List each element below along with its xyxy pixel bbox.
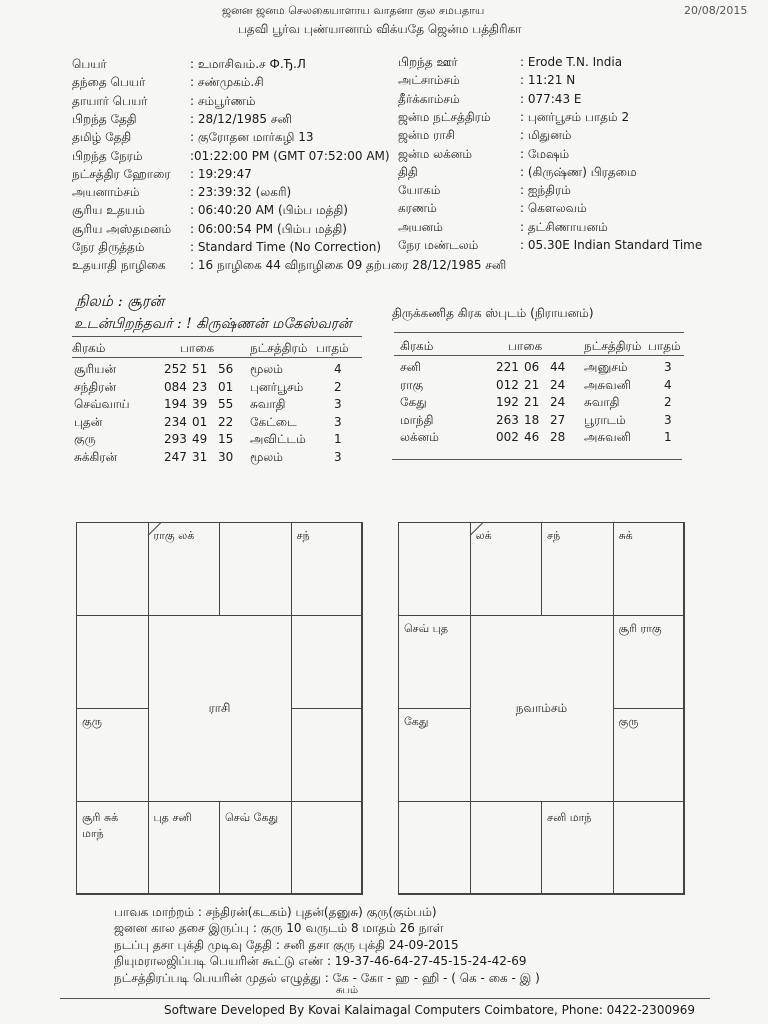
- divider: [394, 332, 684, 333]
- detail-label: உதயாதி நாழிகை: [72, 258, 166, 273]
- planet-nakshatra: அவிட்டம்: [250, 432, 306, 447]
- detail-value: :01:22:00 PM (GMT 07:52:00 AM): [190, 148, 390, 163]
- chart-center-label: நவாம்சம்: [470, 615, 614, 802]
- planet-nakshatra: சுவாதி: [584, 395, 620, 410]
- divider: [72, 336, 362, 337]
- footer-line: நியுமராலஜிப்படி பெயரின் கூட்டு எண் : 19-37-46-64-27-45-15-24-42-69: [114, 954, 527, 969]
- chart-house: செவ் கேது: [219, 801, 292, 895]
- chart-center-label: ராசி: [148, 615, 292, 802]
- detail-label: அட்சாம்சம்: [398, 73, 460, 88]
- planet-name: சூரியன்: [74, 362, 117, 376]
- chart-house: சனி மாந்: [541, 801, 614, 895]
- planet-name: லக்னம்: [400, 430, 439, 445]
- planet-minute: 18: [524, 412, 540, 427]
- detail-value: : மேஷம்: [520, 146, 570, 161]
- planet-nakshatra: புனர்பூசம்: [250, 379, 304, 394]
- planet-second: 22: [218, 414, 234, 429]
- planet-second: 24: [550, 395, 566, 410]
- chart-house: [76, 615, 149, 709]
- detail-label: அயனம்: [398, 219, 443, 234]
- chart-house: சந்: [541, 522, 614, 616]
- planet-minute: 46: [524, 430, 540, 445]
- detail-value: : ஐந்திரம்: [520, 183, 571, 198]
- chart-house: [291, 801, 364, 895]
- planet-minute: 49: [192, 432, 208, 447]
- planet-table-title: திருக்கணித கிரக ஸ்புடம் (நிராயனம்): [392, 306, 594, 320]
- planet-minute: 51: [192, 362, 208, 376]
- planet-nakshatra: அனுசம்: [584, 360, 628, 374]
- divider: [392, 459, 682, 460]
- planet-minute: 39: [192, 397, 208, 412]
- planet-second: 44: [550, 360, 566, 374]
- planet-paadam: 3: [664, 360, 672, 374]
- detail-value: : (கிருஷ்ண) பிரதமை: [520, 164, 637, 179]
- planet-minute: 06: [524, 360, 540, 374]
- planet-minute: 31: [192, 450, 208, 464]
- detail-value: : 23:39:32 (லகரி): [190, 185, 292, 200]
- detail-label: கரணம்: [398, 201, 437, 216]
- detail-label: தீர்க்காம்சம்: [398, 91, 460, 106]
- planet-degree: 192: [496, 395, 519, 410]
- chart-house: குரு: [613, 708, 686, 802]
- detail-value: : குரோதன மார்கழி 13: [190, 130, 314, 145]
- detail-value: : 11:21 N: [520, 73, 576, 88]
- planet-degree: 293: [164, 432, 187, 447]
- col-header-nakshatra: நட்சத்திரம்: [250, 341, 308, 355]
- chart-house: லக்: [470, 522, 543, 616]
- planet-paadam: 3: [334, 414, 342, 429]
- detail-label: அயனாம்சம்: [72, 185, 140, 200]
- planet-second: 01: [218, 379, 234, 394]
- planet-degree: 194: [164, 397, 187, 412]
- chart-house: சூரி ராகு: [613, 615, 686, 709]
- chart-house: [291, 708, 364, 802]
- detail-value: : உமாசிவம்.ச Ф.Ђ.Л: [190, 57, 306, 71]
- detail-value: : Standard Time (No Correction): [190, 240, 382, 254]
- planet-degree: 252: [164, 362, 187, 376]
- planet-name: சந்திரன்: [74, 379, 117, 394]
- planet-second: 56: [218, 362, 234, 376]
- planet-name: குரு: [74, 432, 96, 447]
- planet-paadam: 3: [334, 397, 342, 412]
- chart-house: சூரி சுக் மாந்: [76, 801, 149, 895]
- divider: [72, 357, 362, 358]
- planet-second: 28: [550, 430, 566, 445]
- detail-label: தமிழ் தேதி: [72, 130, 132, 145]
- handwritten-note-1: நிலம் : சூரன்: [76, 292, 165, 310]
- footer-subham: சுபம்: [336, 985, 359, 996]
- detail-value: : மிதுனம்: [520, 128, 572, 143]
- chart-house: கேது: [398, 708, 471, 802]
- planet-name: சுக்கிரன்: [74, 450, 118, 464]
- detail-value: : 28/12/1985 சனி: [190, 111, 292, 126]
- planet-paadam: 3: [334, 450, 342, 464]
- chart-house: ராகு லக்: [148, 522, 221, 616]
- detail-label: நட்சத்திர ஹோரை: [72, 166, 171, 181]
- planet-nakshatra: அசுவனி: [584, 377, 632, 392]
- detail-value: : புனர்பூசம் பாதம் 2: [520, 109, 630, 124]
- detail-label: தந்தை பெயர்: [72, 75, 146, 90]
- chart-house: குரு: [76, 708, 149, 802]
- planet-nakshatra: அசுவனி: [584, 430, 632, 445]
- detail-label: திதி: [398, 164, 418, 179]
- planet-minute: 21: [524, 377, 540, 392]
- detail-label: ஜன்ம நட்சத்திரம்: [398, 109, 491, 124]
- planet-paadam: 4: [664, 377, 672, 392]
- footer-line: ஜனன கால தசை இருப்பு : குரு 10 வருடம் 8 மாதம் 26 நாள்: [114, 921, 444, 936]
- planet-name: செவ்வாய்: [74, 397, 130, 412]
- planet-paadam: 2: [664, 395, 672, 410]
- planet-name: கேது: [400, 395, 427, 410]
- divider: [394, 355, 684, 356]
- detail-label: சூரிய அஸ்தமனம்: [72, 221, 172, 236]
- planet-degree: 002: [496, 430, 519, 445]
- detail-value: : 06:00:54 PM (பிம்ப மத்தி): [190, 221, 347, 236]
- chart-house: [219, 522, 292, 616]
- planet-second: 24: [550, 377, 566, 392]
- planet-nakshatra: பூராடம்: [584, 412, 626, 427]
- planet-second: 15: [218, 432, 234, 447]
- detail-label: ஜன்ம ராசி: [398, 128, 455, 143]
- col-header-graham: கிரகம்: [400, 339, 434, 353]
- col-header-graham: கிரகம்: [72, 341, 106, 355]
- detail-value: : கௌலவம்: [520, 201, 587, 216]
- chart-house: சந்: [291, 522, 364, 616]
- planet-degree: 263: [496, 412, 519, 427]
- detail-label: ஜன்ம லக்னம்: [398, 146, 473, 161]
- chart-house: செவ் புத: [398, 615, 471, 709]
- software-credit: Software Developed By Kovai Kalaimagal Computers Coimbatore, Phone: 0422-2300969: [164, 1003, 695, 1017]
- chart-house: [613, 801, 686, 895]
- detail-label: யோகம்: [398, 183, 441, 198]
- planet-second: 30: [218, 450, 234, 464]
- detail-value: : 06:40:20 AM (பிம்ப மத்தி): [190, 203, 348, 218]
- planet-minute: 01: [192, 414, 208, 429]
- planet-name: ராகு: [400, 377, 424, 392]
- footer-line: நட்சத்திரப்படி பெயரின் முதல் எழுத்து : கே - கோ - ஹ - ஹி - ( கெ - கை - இ ): [114, 970, 540, 985]
- planet-name: மாந்தி: [400, 412, 434, 427]
- planet-nakshatra: மூலம்: [250, 362, 283, 376]
- detail-label: தாயார் பெயர்: [72, 93, 148, 108]
- detail-value: : தட்சிணாயனம்: [520, 219, 608, 234]
- planet-minute: 23: [192, 379, 208, 394]
- detail-value: : 16 நாழிகை 44 விநாழிகை 09 தற்பரை 28/12/1985 சனி: [190, 258, 507, 273]
- planet-second: 55: [218, 397, 234, 412]
- col-header-paadam: பாதம்: [648, 339, 681, 353]
- rasi-chart: [76, 522, 362, 894]
- footer-divider: [60, 998, 710, 999]
- planet-paadam: 1: [334, 432, 342, 447]
- print-date: 20/08/2015: [684, 4, 748, 17]
- planet-nakshatra: மூலம்: [250, 450, 283, 464]
- col-header-nakshatra: நட்சத்திரம்: [584, 339, 642, 353]
- planet-paadam: 2: [334, 379, 342, 394]
- detail-value: : 077:43 E: [520, 91, 582, 106]
- detail-value: : சம்பூர்ணம்: [190, 93, 256, 108]
- footer-line: பாவக மாற்றம் : சந்திரன்(கடகம்) புதன்(தனுசு) குரு(கும்பம்): [114, 905, 437, 919]
- detail-label: பிறந்த தேதி: [72, 111, 137, 126]
- detail-label: பெயர்: [72, 57, 107, 71]
- chart-house: புத சனி: [148, 801, 221, 895]
- col-header-paagai: பாகை: [180, 341, 215, 355]
- header-line-2: பதவி பூர்வ புண்யானாம் விக்யதே ஜென்ம பத்திரிகா: [238, 22, 522, 36]
- chart-house: [291, 615, 364, 709]
- detail-value: : 05.30E Indian Standard Time: [520, 238, 703, 252]
- detail-value: : Erode T.N. India: [520, 55, 623, 69]
- planet-paadam: 3: [664, 412, 672, 427]
- navamsa-chart: [398, 522, 684, 894]
- detail-label: பிறந்த நேரம்: [72, 148, 143, 163]
- planet-nakshatra: சுவாதி: [250, 397, 286, 412]
- detail-label: நேர மண்டலம்: [398, 238, 479, 252]
- col-header-paadam: பாதம்: [316, 341, 349, 355]
- planet-second: 27: [550, 412, 566, 427]
- chart-house: [398, 801, 471, 895]
- planet-minute: 21: [524, 395, 540, 410]
- chart-house: [470, 801, 543, 895]
- detail-label: நேர திருத்தம்: [72, 240, 145, 254]
- detail-label: பிறந்த ஊர்: [398, 55, 458, 69]
- chart-house: [76, 522, 149, 616]
- detail-label: சூரிய உதயம்: [72, 203, 145, 218]
- footer-line: நடப்பு தசா புக்தி முடிவு தேதி : சனி தசா குரு புக்தி 24-09-2015: [114, 937, 459, 952]
- detail-value: : சண்முகம்.சி: [190, 75, 264, 90]
- handwritten-note-2: உடன்பிறந்தவர் : ! கிருஷ்ணன் மகேஸ்வரன்: [74, 316, 352, 332]
- planet-degree: 221: [496, 360, 519, 374]
- planet-paadam: 1: [664, 430, 672, 445]
- chart-house: சுக்: [613, 522, 686, 616]
- col-header-paagai: பாகை: [508, 339, 543, 353]
- planet-name: புதன்: [74, 414, 103, 429]
- planet-degree: 012: [496, 377, 519, 392]
- detail-value: : 19:29:47: [190, 166, 252, 181]
- header-line-1: ஜனன ஜனம செலகையாளாய வாதனா குல சமபதாய: [222, 4, 485, 17]
- chart-house: [398, 522, 471, 616]
- planet-nakshatra: கேட்டை: [250, 414, 297, 429]
- planet-degree: 084: [164, 379, 187, 394]
- planet-degree: 234: [164, 414, 187, 429]
- planet-paadam: 4: [334, 362, 342, 376]
- planet-degree: 247: [164, 450, 187, 464]
- planet-name: சனி: [400, 360, 421, 374]
